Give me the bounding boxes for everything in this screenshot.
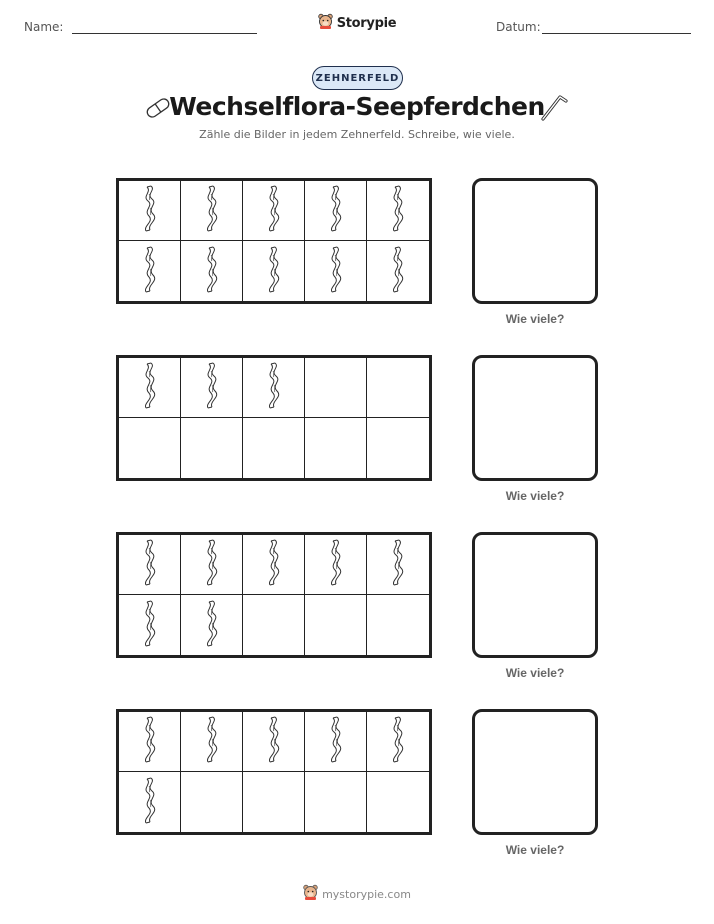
seaweed-icon (323, 538, 349, 591)
seaweed-icon (385, 715, 411, 768)
date-label: Datum: (496, 20, 541, 34)
ten-frame-4 (116, 709, 432, 835)
seaweed-icon (137, 715, 163, 768)
ten-frame-cell (367, 358, 429, 418)
answer-label-4: Wie viele? (505, 843, 565, 857)
ten-frame-3 (116, 532, 432, 658)
ten-frame-cell (305, 712, 367, 772)
ten-frame-1 (116, 178, 432, 304)
bear-mascot-icon (303, 884, 318, 905)
answer-box-1[interactable] (472, 178, 598, 304)
ten-frame-cell (367, 241, 429, 301)
ten-frame-cell (119, 241, 181, 301)
seaweed-icon (137, 538, 163, 591)
ten-frame-cell (305, 181, 367, 241)
ten-frame-cell (181, 595, 243, 655)
seaweed-icon (137, 776, 163, 829)
ten-frame-cell (181, 712, 243, 772)
answer-box-3[interactable] (472, 532, 598, 658)
ten-frame-cell (243, 712, 305, 772)
footer (0, 884, 714, 905)
ten-frame-cell (181, 181, 243, 241)
ten-frame-cell (119, 712, 181, 772)
ten-frame-cell (243, 535, 305, 595)
ten-frame-cell (243, 181, 305, 241)
seaweed-icon (261, 538, 287, 591)
ten-frame-cell (367, 418, 429, 478)
ten-frame-cell (367, 535, 429, 595)
seaweed-icon (261, 715, 287, 768)
ten-frame-cell (367, 595, 429, 655)
seaweed-icon (323, 184, 349, 237)
ten-frame-cell (367, 772, 429, 832)
ten-frame-cell (181, 535, 243, 595)
ten-frame-cell (305, 535, 367, 595)
name-label: Name: (24, 20, 64, 34)
seaweed-icon (261, 361, 287, 414)
ten-frame-cell (305, 595, 367, 655)
seaweed-icon (199, 538, 225, 591)
ten-frame-cell (119, 535, 181, 595)
seaweed-icon (137, 184, 163, 237)
ten-frame-cell (305, 772, 367, 832)
ten-frame-cell (181, 358, 243, 418)
seaweed-icon (199, 715, 225, 768)
seaweed-icon (261, 245, 287, 298)
seaweed-icon (323, 245, 349, 298)
ten-frame-cell (119, 358, 181, 418)
seaweed-icon (261, 184, 287, 237)
bear-mascot-icon (318, 13, 333, 34)
seaweed-icon (385, 538, 411, 591)
ten-frame-cell (243, 241, 305, 301)
seaweed-icon (323, 715, 349, 768)
answer-label-3: Wie viele? (505, 666, 565, 680)
page-title: Wechselflora-Seepferdchen (169, 92, 545, 121)
category-badge: ZEHNERFELD (312, 66, 403, 90)
ten-frame-cell (305, 241, 367, 301)
ten-frame-cell (119, 418, 181, 478)
seaweed-icon (385, 184, 411, 237)
answer-box-2[interactable] (472, 355, 598, 481)
ten-frame-cell (119, 181, 181, 241)
seaweed-icon (199, 599, 225, 652)
brand-logo (0, 13, 714, 34)
ten-frame-cell (119, 772, 181, 832)
ten-frame-cell (367, 181, 429, 241)
seaweed-icon (137, 245, 163, 298)
ten-frame-cell (243, 358, 305, 418)
ten-frame-cell (305, 358, 367, 418)
answer-label-2: Wie viele? (505, 489, 565, 503)
seaweed-icon (137, 361, 163, 414)
ten-frame-cell (119, 595, 181, 655)
seaweed-icon (199, 361, 225, 414)
seaweed-icon (199, 245, 225, 298)
answer-label-1: Wie viele? (505, 312, 565, 326)
ten-frame-cell (243, 772, 305, 832)
ten-frame-2 (116, 355, 432, 481)
ten-frame-cell (243, 595, 305, 655)
ten-frame-cell (181, 241, 243, 301)
date-line[interactable] (542, 33, 691, 34)
ten-frame-cell (243, 418, 305, 478)
ten-frame-cell (367, 712, 429, 772)
seaweed-icon (137, 599, 163, 652)
answer-box-4[interactable] (472, 709, 598, 835)
instructions: Zähle die Bilder in jedem Zehnerfeld. Schreibe, wie viele. (199, 128, 515, 141)
ten-frame-cell (181, 418, 243, 478)
ten-frame-cell (181, 772, 243, 832)
ten-frame-cell (305, 418, 367, 478)
brand-name: Storypie (336, 16, 397, 31)
seaweed-icon (199, 184, 225, 237)
seaweed-icon (385, 245, 411, 298)
footer-url: mystorypie.com (322, 888, 411, 901)
straw-icon (540, 92, 570, 127)
